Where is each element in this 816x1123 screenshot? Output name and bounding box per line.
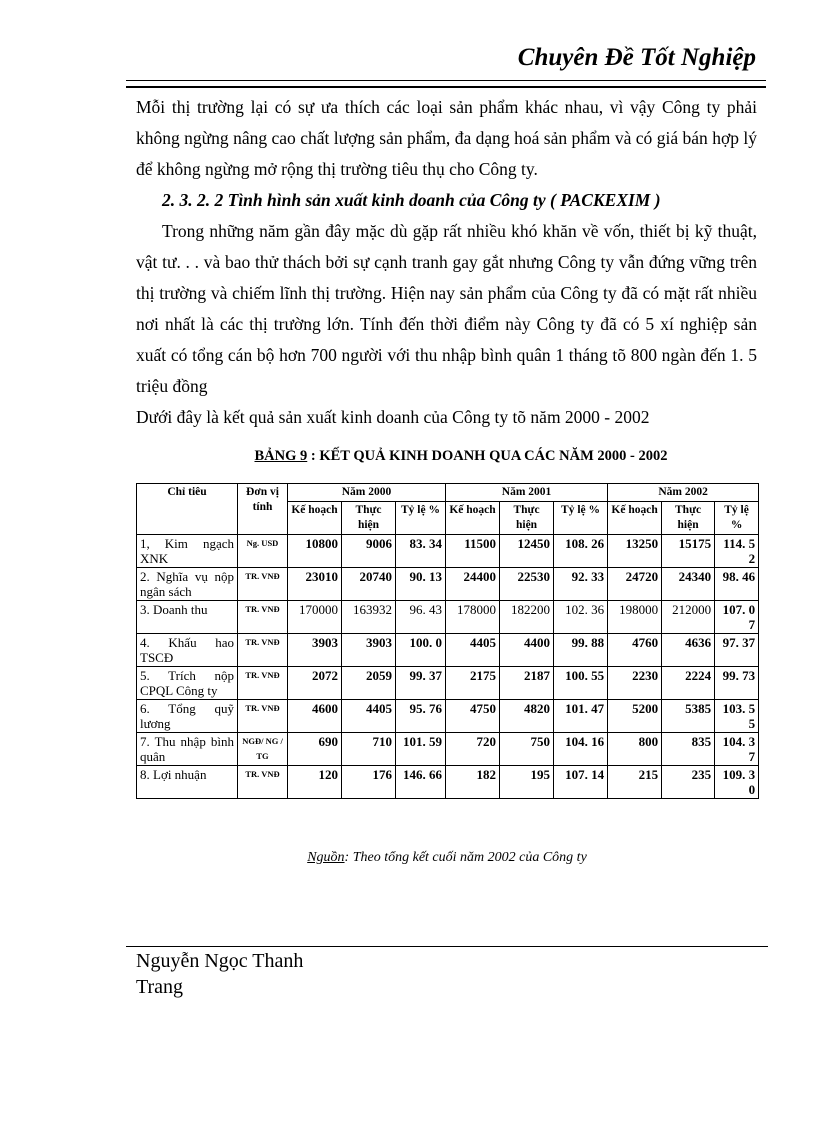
cell-value: 100. 55 bbox=[554, 667, 608, 700]
cell-value: 90. 13 bbox=[396, 568, 446, 601]
header-plan: Kế hoạch bbox=[608, 502, 662, 535]
cell-value: 103. 55 bbox=[715, 700, 759, 733]
header-ratio: Tỷ lệ % bbox=[396, 502, 446, 535]
header-plan: Kế hoạch bbox=[288, 502, 342, 535]
cell-value: 4820 bbox=[500, 700, 554, 733]
footer-divider bbox=[126, 946, 768, 947]
table-row bbox=[137, 700, 759, 733]
table-row bbox=[137, 667, 759, 700]
cell-value: 176 bbox=[342, 766, 396, 799]
cell-value: 3903 bbox=[288, 634, 342, 667]
cell-value: 98. 46 bbox=[715, 568, 759, 601]
cell-value: 20740 bbox=[342, 568, 396, 601]
cell-value: 23010 bbox=[288, 568, 342, 601]
cell-value: 102. 36 bbox=[554, 601, 608, 634]
header-ratio: Tỷ lệ % bbox=[554, 502, 608, 535]
cell-value: 182200 bbox=[500, 601, 554, 634]
header-ratio: Tỷ lệ % bbox=[715, 502, 759, 535]
cell-value: 101. 59 bbox=[396, 733, 446, 766]
footer-author: Nguyễn Ngọc Thanh Trang bbox=[136, 950, 304, 998]
paragraph-intro-table: Dưới đây là kết quả sản xuất kinh doanh của Công ty tõ năm 2000 - 2002 bbox=[136, 407, 650, 427]
cell-value: 108. 26 bbox=[554, 535, 608, 568]
header-actual: Thực hiện bbox=[342, 502, 396, 535]
cell-value: 710 bbox=[342, 733, 396, 766]
cell-indicator: 8. Lợi nhuận bbox=[137, 766, 238, 799]
cell-value: 212000 bbox=[662, 601, 715, 634]
cell-value: 215 bbox=[608, 766, 662, 799]
cell-value: 163932 bbox=[342, 601, 396, 634]
cell-unit: TR. VNĐ bbox=[238, 700, 288, 733]
cell-value: 12450 bbox=[500, 535, 554, 568]
cell-value: 10800 bbox=[288, 535, 342, 568]
table-row bbox=[137, 535, 759, 568]
cell-value: 97. 37 bbox=[715, 634, 759, 667]
cell-value: 195 bbox=[500, 766, 554, 799]
cell-value: 4600 bbox=[288, 700, 342, 733]
cell-value: 100. 0 bbox=[396, 634, 446, 667]
body-text bbox=[136, 92, 757, 433]
cell-unit: TR. VNĐ bbox=[238, 667, 288, 700]
header-year-2001: Năm 2001 bbox=[446, 484, 608, 502]
cell-value: 104. 37 bbox=[715, 733, 759, 766]
cell-value: 4400 bbox=[500, 634, 554, 667]
table-row bbox=[137, 766, 759, 799]
cell-unit: TR. VNĐ bbox=[238, 601, 288, 634]
cell-value: 83. 34 bbox=[396, 535, 446, 568]
cell-value: 99. 37 bbox=[396, 667, 446, 700]
page-header-title: Chuyên Đề Tốt Nghiệp bbox=[517, 44, 756, 71]
header-year-2000: Năm 2000 bbox=[288, 484, 446, 502]
cell-value: 92. 33 bbox=[554, 568, 608, 601]
header-actual: Thực hiện bbox=[662, 502, 715, 535]
cell-indicator: 6. Tổng quỹ lương bbox=[137, 700, 238, 733]
cell-value: 104. 16 bbox=[554, 733, 608, 766]
cell-value: 182 bbox=[446, 766, 500, 799]
cell-value: 690 bbox=[288, 733, 342, 766]
header-indicator: Chỉ tiêu bbox=[137, 484, 238, 535]
cell-value: 24340 bbox=[662, 568, 715, 601]
cell-indicator: 1, Kim ngạch XNK bbox=[137, 535, 238, 568]
cell-value: 4636 bbox=[662, 634, 715, 667]
cell-value: 9006 bbox=[342, 535, 396, 568]
header-actual: Thực hiện bbox=[500, 502, 554, 535]
cell-value: 11500 bbox=[446, 535, 500, 568]
cell-indicator: 7. Thu nhập bình quân bbox=[137, 733, 238, 766]
cell-value: 109. 30 bbox=[715, 766, 759, 799]
cell-value: 4405 bbox=[446, 634, 500, 667]
cell-value: 99. 88 bbox=[554, 634, 608, 667]
cell-unit: TR. VNĐ bbox=[238, 634, 288, 667]
cell-value: 95. 76 bbox=[396, 700, 446, 733]
cell-value: 13250 bbox=[608, 535, 662, 568]
cell-value: 5385 bbox=[662, 700, 715, 733]
cell-unit: TR. VNĐ bbox=[238, 568, 288, 601]
cell-value: 2230 bbox=[608, 667, 662, 700]
source-label: Nguồn bbox=[307, 850, 345, 865]
header-year-2002: Năm 2002 bbox=[608, 484, 759, 502]
results-table bbox=[136, 483, 759, 799]
cell-indicator: 3. Doanh thu bbox=[137, 601, 238, 634]
header-divider bbox=[126, 80, 766, 88]
source-text: : Theo tổng kết cuối năm 2002 của Công ty bbox=[344, 850, 587, 865]
cell-value: 178000 bbox=[446, 601, 500, 634]
table-row bbox=[137, 733, 759, 766]
table-caption-label: BẢNG 9 bbox=[254, 448, 308, 464]
header-unit: Đơn vị tính bbox=[238, 484, 288, 535]
cell-value: 3903 bbox=[342, 634, 396, 667]
cell-value: 720 bbox=[446, 733, 500, 766]
cell-value: 146. 66 bbox=[396, 766, 446, 799]
cell-unit: Ng. USD bbox=[238, 535, 288, 568]
table-row bbox=[137, 568, 759, 601]
cell-value: 24720 bbox=[608, 568, 662, 601]
cell-value: 198000 bbox=[608, 601, 662, 634]
cell-value: 107. 07 bbox=[715, 601, 759, 634]
cell-value: 235 bbox=[662, 766, 715, 799]
cell-unit: TR. VNĐ bbox=[238, 766, 288, 799]
cell-value: 15175 bbox=[662, 535, 715, 568]
table-row bbox=[137, 601, 759, 634]
cell-value: 22530 bbox=[500, 568, 554, 601]
cell-value: 2059 bbox=[342, 667, 396, 700]
cell-value: 5200 bbox=[608, 700, 662, 733]
section-heading: 2. 3. 2. 2 Tình hình sản xuất kinh doanh của Công ty ( PACKEXIM ) bbox=[162, 190, 661, 210]
cell-value: 835 bbox=[662, 733, 715, 766]
table-source-note bbox=[136, 850, 758, 866]
cell-value: 101. 47 bbox=[554, 700, 608, 733]
cell-value: 120 bbox=[288, 766, 342, 799]
cell-indicator: 4. Khấu hao TSCĐ bbox=[137, 634, 238, 667]
cell-value: 4750 bbox=[446, 700, 500, 733]
cell-value: 800 bbox=[608, 733, 662, 766]
table-caption-text: : KẾT QUẢ KINH DOANH QUA CÁC NĂM 2000 - 2002 bbox=[310, 448, 668, 464]
cell-value: 4405 bbox=[342, 700, 396, 733]
header-plan: Kế hoạch bbox=[446, 502, 500, 535]
cell-value: 107. 14 bbox=[554, 766, 608, 799]
cell-value: 96. 43 bbox=[396, 601, 446, 634]
paragraph-market: Mỗi thị trường lại có sự ưa thích các loại sản phẩm khác nhau, vì vậy Công ty phải không ngừng nâng cao chất lượng sản phẩm, đa dạng hoá sản phẩm và có giá bán hợp lý để không ngừng mở rộng thị trường tiêu thụ cho Công ty. bbox=[136, 97, 757, 179]
cell-value: 2072 bbox=[288, 667, 342, 700]
cell-value: 114. 52 bbox=[715, 535, 759, 568]
table-header-row-years bbox=[137, 484, 759, 502]
table-caption bbox=[136, 448, 786, 465]
cell-value: 99. 73 bbox=[715, 667, 759, 700]
cell-value: 4760 bbox=[608, 634, 662, 667]
paragraph-business: Trong những năm gần đây mặc dù gặp rất nhiều khó khăn về vốn, thiết bị kỹ thuật, vật tư. . . và bao thử thách bởi sự cạnh tranh gay gắt nhưng Công ty vẫn đứng vững trên thị trường và chiếm lĩnh thị trường. Hiện nay sản phẩm của Công ty đã có mặt rất nhiều nơi nhất là các thị trường lớn. Tính đến thời điểm này Công ty đã có 5 xí nghiệp sản xuất có tổng cán bộ hơn 700 người với thu nhập bình quân 1 tháng tõ 800 ngàn đến 1. 5 triệu đồng bbox=[136, 221, 757, 396]
cell-value: 170000 bbox=[288, 601, 342, 634]
cell-value: 2175 bbox=[446, 667, 500, 700]
cell-indicator: 5. Trích nộp CPQL Công ty bbox=[137, 667, 238, 700]
cell-indicator: 2. Nghĩa vụ nộp ngân sách bbox=[137, 568, 238, 601]
table-row bbox=[137, 634, 759, 667]
cell-value: 2224 bbox=[662, 667, 715, 700]
cell-value: 2187 bbox=[500, 667, 554, 700]
cell-value: 750 bbox=[500, 733, 554, 766]
cell-value: 24400 bbox=[446, 568, 500, 601]
cell-unit: NGĐ/ NG / TG bbox=[238, 733, 288, 766]
